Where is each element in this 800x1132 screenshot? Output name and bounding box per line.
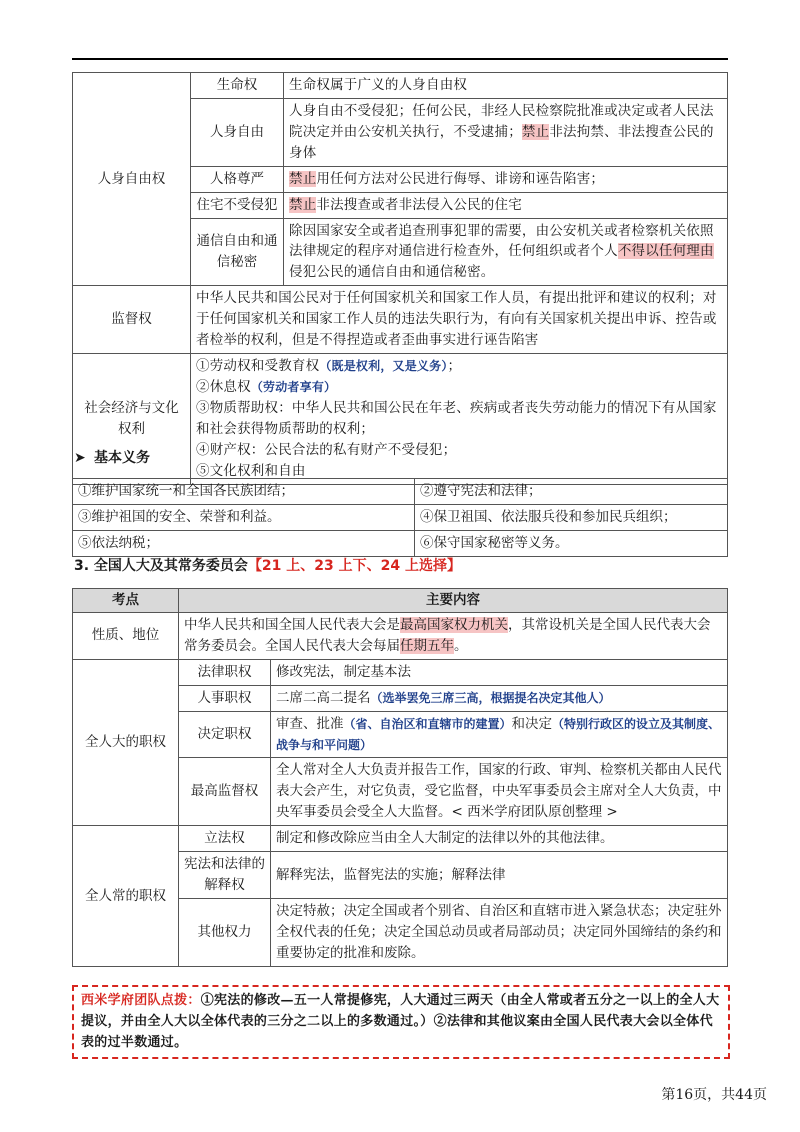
- table-row: [73, 479, 728, 505]
- list-item: [196, 398, 722, 440]
- annotation-note: （省、自治区和直辖市的建置）: [343, 716, 512, 731]
- subcategory-cell: 决定职权: [179, 711, 271, 758]
- content-cell: [271, 852, 728, 899]
- highlighted-text: 最高国家权力机关: [400, 616, 508, 633]
- subcategory-cell: 法律职权: [179, 659, 271, 685]
- table-row: [73, 354, 728, 485]
- category-npc-powers: 全人大的职权: [73, 659, 179, 825]
- text-segment: ；: [447, 358, 462, 375]
- text-segment: 用任何方法对公民进行侮辱、诽谤和诬告陷害；: [316, 170, 605, 187]
- content-cell: [284, 192, 728, 218]
- content-cell: [271, 826, 728, 852]
- list-item: [196, 377, 722, 398]
- duty-cell: ③维护祖国的安全、荣誉和利益。: [73, 504, 415, 530]
- content-cell: [284, 166, 728, 192]
- table-row: [73, 612, 728, 659]
- annotation-note: （既是权利，又是义务）: [319, 359, 448, 374]
- duty-cell: ②遵守宪法和法律；: [415, 479, 728, 505]
- content-cell: [271, 711, 728, 758]
- content-cell: [284, 73, 728, 99]
- text-segment: 解释宪法，监督宪法的实施；解释法律: [276, 866, 506, 883]
- content-cell: [179, 612, 728, 659]
- tip-text: ①宪法的修改—五一人常提修宪，人大通过三两天（由全人常或者五分之一以上的全人大提议，并由全人大以全体代表的三分之二以上的多数通过。）②法律和其他议案由全国人民代表大会以全体代表的过半数通过。: [81, 993, 720, 1050]
- list-item: [196, 356, 722, 377]
- npc-table: [72, 588, 728, 967]
- duties-table: [72, 478, 728, 557]
- team-tip-box: [72, 985, 730, 1059]
- page-number: 第16页，共44页: [661, 1087, 767, 1103]
- text-segment: 。: [454, 637, 468, 654]
- text-segment: 非法拘禁、非法搜查公民的身体: [289, 123, 714, 161]
- text-segment: ，其常设机关是全国人民代表大会常务委员会。全国人民代表大会每届: [184, 616, 711, 654]
- text-segment: 中华人民共和国公民对于任何国家机关和国家工作人员，有提出批评和建议的权利；对于任何国家机关和国家工作人员的违法失职行为，有向有关国家机关提出申诉、控告或者检举的权利，但是不得捏造或者歪曲事实进行诬告陷害: [196, 290, 717, 349]
- annotation-note: （特别行政区的设立及其制度、战争与和平问题）: [276, 716, 721, 752]
- highlighted-text: 不得以任何理由: [617, 243, 714, 260]
- annotation-note: （劳动者享有）: [250, 379, 337, 394]
- highlighted-text: 禁止: [521, 123, 550, 140]
- exam-tag: 【21 上、23 上下、24 上选择】: [247, 558, 462, 574]
- table-row: [73, 826, 728, 852]
- subcategory-cell: 其他权力: [179, 898, 271, 966]
- subcategory-cell: 最高监督权: [179, 758, 271, 826]
- subcategory-cell: 人身自由: [191, 98, 284, 166]
- text-segment: 二席二高二提名: [276, 689, 371, 706]
- subcategory-cell: 人格尊严: [191, 166, 284, 192]
- header-rule: [72, 58, 728, 60]
- subcategory-cell: 宪法和法律的解释权: [179, 852, 271, 899]
- table-row: [73, 73, 728, 99]
- duties-heading: ➤ 基本义务: [74, 450, 150, 466]
- text-segment: 生命权属于广义的人身自由权: [289, 77, 468, 93]
- text-segment: 全人常对全人大负责并报告工作，国家的行政、审判、检察机关都由人民代表大会产生，对它负责，受它监督，中央军事委员会主席对全人大负责，中央军事委员会受全人大监督。< 西米学府团队原创整理 >: [276, 762, 722, 821]
- text-segment: ②休息权: [196, 378, 251, 395]
- content-cell: [191, 354, 728, 485]
- content-cell: [271, 685, 728, 711]
- table-row: [73, 504, 728, 530]
- category-standing-powers: 全人常的职权: [73, 826, 179, 967]
- content-cell: [271, 758, 728, 826]
- content-cell: [284, 218, 728, 286]
- table-row: [73, 530, 728, 556]
- column-header: 主要内容: [179, 589, 728, 613]
- text-segment: 非法搜查或者非法侵入公民的住宅: [316, 196, 522, 213]
- duty-cell: ④保卫祖国、依法服兵役和参加民兵组织；: [415, 504, 728, 530]
- text-segment: 决定特赦；决定全国或者个别省、自治区和直辖市进入紧急状态；决定驻外全权代表的任免；决定全国总动员或者局部动员；决定同外国缔结的条约和重要协定的批准和废除。: [276, 902, 722, 961]
- table-row: [73, 659, 728, 685]
- table-header-row: [73, 589, 728, 613]
- content-cell: [271, 898, 728, 966]
- subcategory-cell: 生命权: [191, 73, 284, 99]
- npc-section-title: 3. 全国人大及其常务委员会【21 上、23 上下、24 上选择】: [74, 558, 462, 574]
- subcategory-cell: 人事职权: [179, 685, 271, 711]
- text-segment: 和决定: [511, 715, 553, 732]
- text-segment: 修改宪法，制定基本法: [276, 663, 411, 680]
- duty-cell: ①维护国家统一和全国各民族团结；: [73, 479, 415, 505]
- text-segment: ③物质帮助权：中华人民共和国公民在年老、疾病或者丧失劳动能力的情况下有从国家和社会获得物质帮助的权利；: [196, 399, 717, 437]
- highlighted-text: 任期五年: [400, 637, 454, 654]
- category-personal-freedom: 人身自由权: [73, 73, 191, 286]
- tip-label: 西米学府团队点拨：: [81, 993, 201, 1008]
- highlighted-text: 禁止: [289, 170, 317, 187]
- text-segment: 除因国家安全或者追查刑事犯罪的需要，由公安机关或者检察机关依照法律规定的程序对通信进行检查外，任何组织或者个人: [289, 222, 714, 260]
- content-cell: [271, 659, 728, 685]
- text-segment: 制定和修改除应当由全人大制定的法律以外的其他法律。: [276, 830, 614, 847]
- subcategory-cell: 通信自由和通信秘密: [191, 218, 284, 286]
- arrowhead-bullet-icon: ➤: [74, 450, 86, 466]
- subcategory-cell: 住宅不受侵犯: [191, 192, 284, 218]
- content-cell: [284, 98, 728, 166]
- category-socioeconomic: 社会经济与文化权利: [73, 354, 191, 485]
- text-segment: 中华人民共和国全国人民代表大会是: [184, 616, 400, 633]
- text-segment: ④财产权：公民合法的私有财产不受侵犯；: [196, 441, 457, 458]
- subcategory-cell: 立法权: [179, 826, 271, 852]
- category-nature: 性质、地位: [73, 612, 179, 659]
- citizen-rights-table: [72, 72, 728, 485]
- text-segment: 审查、批准: [276, 715, 344, 732]
- content-cell: [191, 286, 728, 354]
- text-segment: 人身自由不受侵犯；任何公民，非经人民检察院批准或决定或者人民法院决定并由公安机关执行，不受逮捕；: [289, 102, 714, 140]
- duty-cell: ⑤依法纳税；: [73, 530, 415, 556]
- text-segment: 侵犯公民的通信自由和通信秘密。: [289, 264, 495, 281]
- duty-cell: ⑥保守国家秘密等义务。: [415, 530, 728, 556]
- table-row: [73, 286, 728, 354]
- column-header: 考点: [73, 589, 179, 613]
- list-item: [196, 440, 722, 461]
- text-segment: ⑤文化权利和自由: [196, 462, 306, 479]
- category-supervision: 监督权: [73, 286, 191, 354]
- annotation-note: （选举罢免三席三高，根据提名决定其他人）: [370, 690, 611, 705]
- highlighted-text: 禁止: [289, 196, 317, 213]
- text-segment: ①劳动权和受教育权: [196, 358, 320, 375]
